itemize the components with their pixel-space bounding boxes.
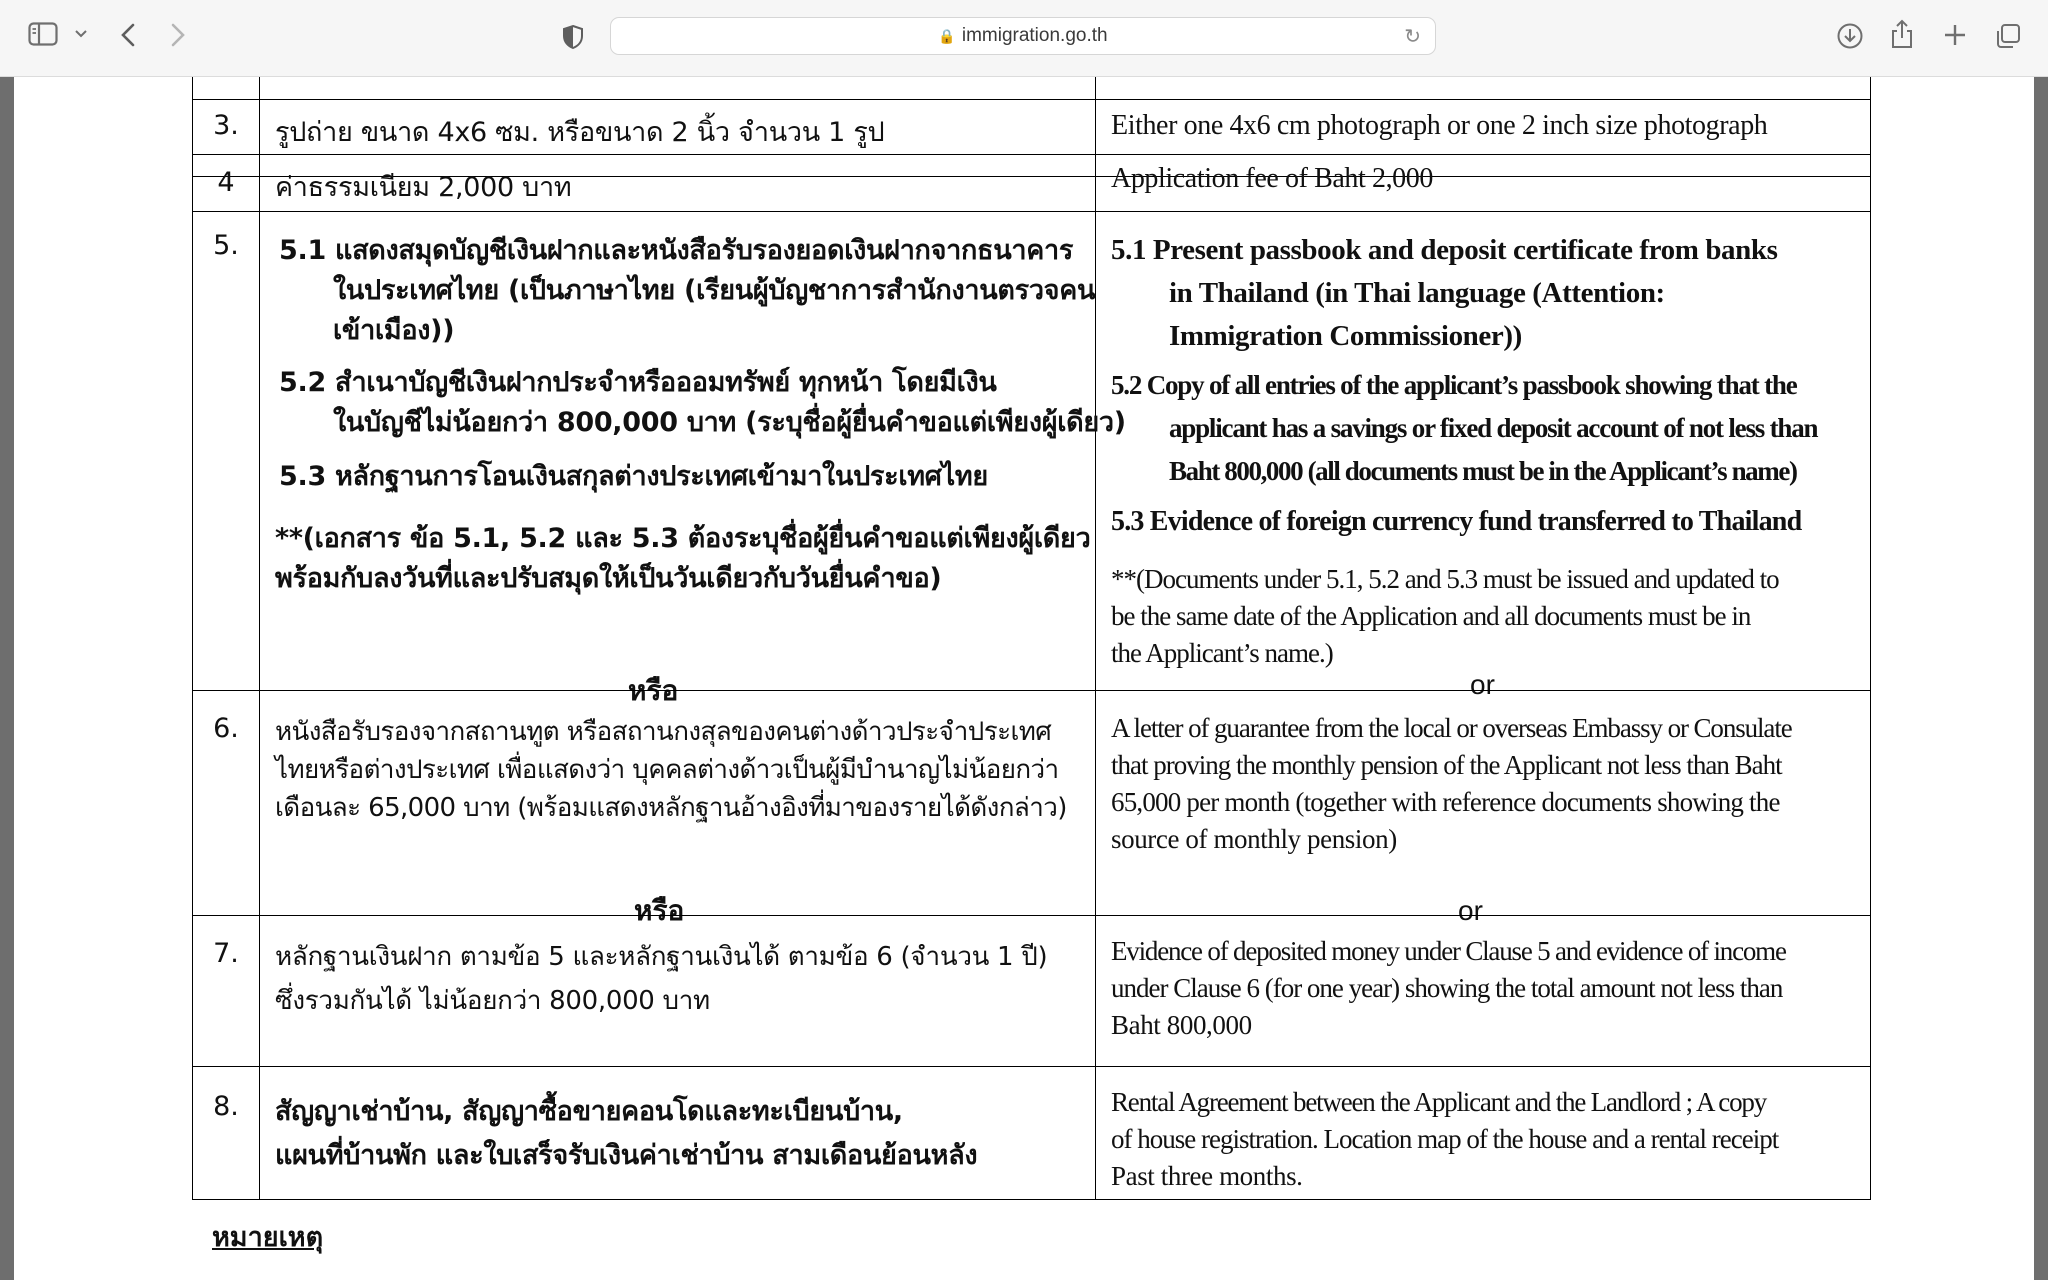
thai-cell: สัญญาเช่าบ้าน, สัญญาซื้อขายคอนโดและทะเบียนบ้าน, แผนที่บ้านพัก และใบเสร็จรับเงินค่าเช่าบ้าน สามเดือนย้อนหลัง	[259, 1067, 1096, 1199]
or-separator-english: or	[1444, 895, 1497, 927]
reload-icon[interactable]: ↻	[1404, 24, 1421, 48]
download-icon[interactable]	[1836, 22, 1864, 54]
english-cell: Either one 4x6 cm photograph or one 2 inch size photograph	[1111, 110, 1768, 141]
english-cell: 5.1 Present passbook and deposit certificate from banks in Thailand (in Thai language (Attention: Immigration Commissioner)) 5.2 Copy of all entries of the applicant’s passbook showing that the applicant has a savings or fixed deposit account of not less than Baht 800,000 (all documents must be in the Applicant’s name) 5.3 Evidence of foreign currency fund transferred to Thailand **(Documents under 5.1, 5.2 and 5.3 must be issued and updated to be the same date of the Application and all documents must be in the Applicant’s name.)	[1111, 234, 1818, 668]
thai-cell: ค่าธรรมเนียม 2,000 บาท	[259, 155, 1096, 211]
table-row	[192, 690, 1871, 916]
or-separator-english: or	[1456, 669, 1509, 701]
row-number: 4	[193, 155, 260, 211]
thai-cell: รูปถ่าย ขนาด 4x6 ซม. หรือขนาด 2 นิ้ว จำนวน 1 รูป	[259, 100, 1096, 154]
browser-toolbar	[0, 0, 2048, 77]
table-row	[192, 211, 1871, 691]
address-bar[interactable]	[610, 17, 1436, 55]
page-gutter-left	[0, 77, 14, 1280]
row-number: 8.	[193, 1067, 260, 1199]
english-cell: Evidence of deposited money under Clause 5 and evidence of income under Clause 6 (for one year) showing the total amount not less than Baht 800,000	[1111, 936, 1786, 1040]
lock-icon: 🔒	[938, 28, 956, 44]
english-cell: Application fee of Baht 2,000	[1111, 163, 1433, 194]
table-row	[192, 154, 1871, 212]
new-tab-icon[interactable]	[1942, 22, 1968, 52]
table-row	[192, 1066, 1871, 1200]
page-gutter-right	[2034, 77, 2048, 1280]
row-number: 6.	[193, 691, 260, 915]
row-number: 7.	[193, 916, 260, 1066]
table-row	[192, 99, 1871, 155]
note-heading: หมายเหตุ	[212, 1222, 324, 1253]
thai-cell: หลักฐานเงินฝาก ตามข้อ 5 และหลักฐานเงินได้ ตามข้อ 6 (จำนวน 1 ปี) ซึ่งรวมกันได้ ไม่น้อยกว่า 800,000 บาท	[259, 916, 1096, 1066]
thai-cell: 5.1 แสดงสมุดบัญชีเงินฝากและหนังสือรับรองยอดเงินฝากจากธนาคาร ในประเทศไทย (เป็นภาษาไทย (เรียนผู้บัญชาการสำนักงานตรวจคน เข้าเมือง)) 5.2 สำเนาบัญชีเงินฝากประจำหรือออมทรัพย์ ทุกหน้า โดยมีเงิน ในบัญชีไม่น้อยกว่า 800,000 บาท (ระบุชื่อผู้ยื่นคำขอแต่เพียงผู้เดียว) 5.3 หลักฐานการโอนเงินสกุลต่างประเทศเข้ามาในประเทศไทย **(เอกสาร ข้อ 5.1, 5.2 และ 5.3 ต้องระบุชื่อผู้ยื่นคำขอแต่เพียงผู้เดียว พร้อมกับลงวันที่และปรับสมุดให้เป็นวันเดียวกับวันยื่นคำขอ)	[259, 212, 1096, 690]
english-cell: A letter of guarantee from the local or overseas Embassy or Consulate that proving the monthly pension of the Applicant not less than Baht 65,000 per month (together with reference documents showing the source of monthly pension)	[1111, 713, 1792, 854]
table-row	[192, 915, 1871, 1067]
row-number: 5.	[193, 212, 260, 690]
share-icon[interactable]	[1890, 18, 1914, 54]
chevron-down-icon[interactable]	[74, 26, 88, 45]
or-separator-thai: หรือ	[620, 889, 698, 933]
page-content	[0, 77, 2048, 1280]
tabs-icon[interactable]	[1994, 22, 2022, 54]
forward-icon[interactable]	[168, 22, 188, 52]
url-domain: immigration.go.th	[961, 25, 1108, 46]
shield-icon[interactable]	[562, 24, 584, 54]
row-number: 3.	[193, 100, 260, 154]
thai-cell: หนังสือรับรองจากสถานทูต หรือสถานกงสุลของคนต่างด้าวประจำประเทศ ไทยหรือต่างประเทศ เพื่อแสดงว่า บุคคลต่างด้าวเป็นผู้มีบำนาญไม่น้อยกว่า เดือนละ 65,000 บาท (พร้อมแสดงหลักฐานอ้างอิงที่มาของรายได้ดังกล่าว)	[259, 691, 1096, 915]
or-separator-thai: หรือ	[614, 669, 692, 713]
english-cell: Rental Agreement between the Applicant and the Landlord ; A copy of house registration. Location map of the house and a rental receipt Past three months.	[1111, 1087, 1779, 1191]
back-icon[interactable]	[118, 22, 138, 52]
sidebar-icon[interactable]	[28, 22, 58, 50]
